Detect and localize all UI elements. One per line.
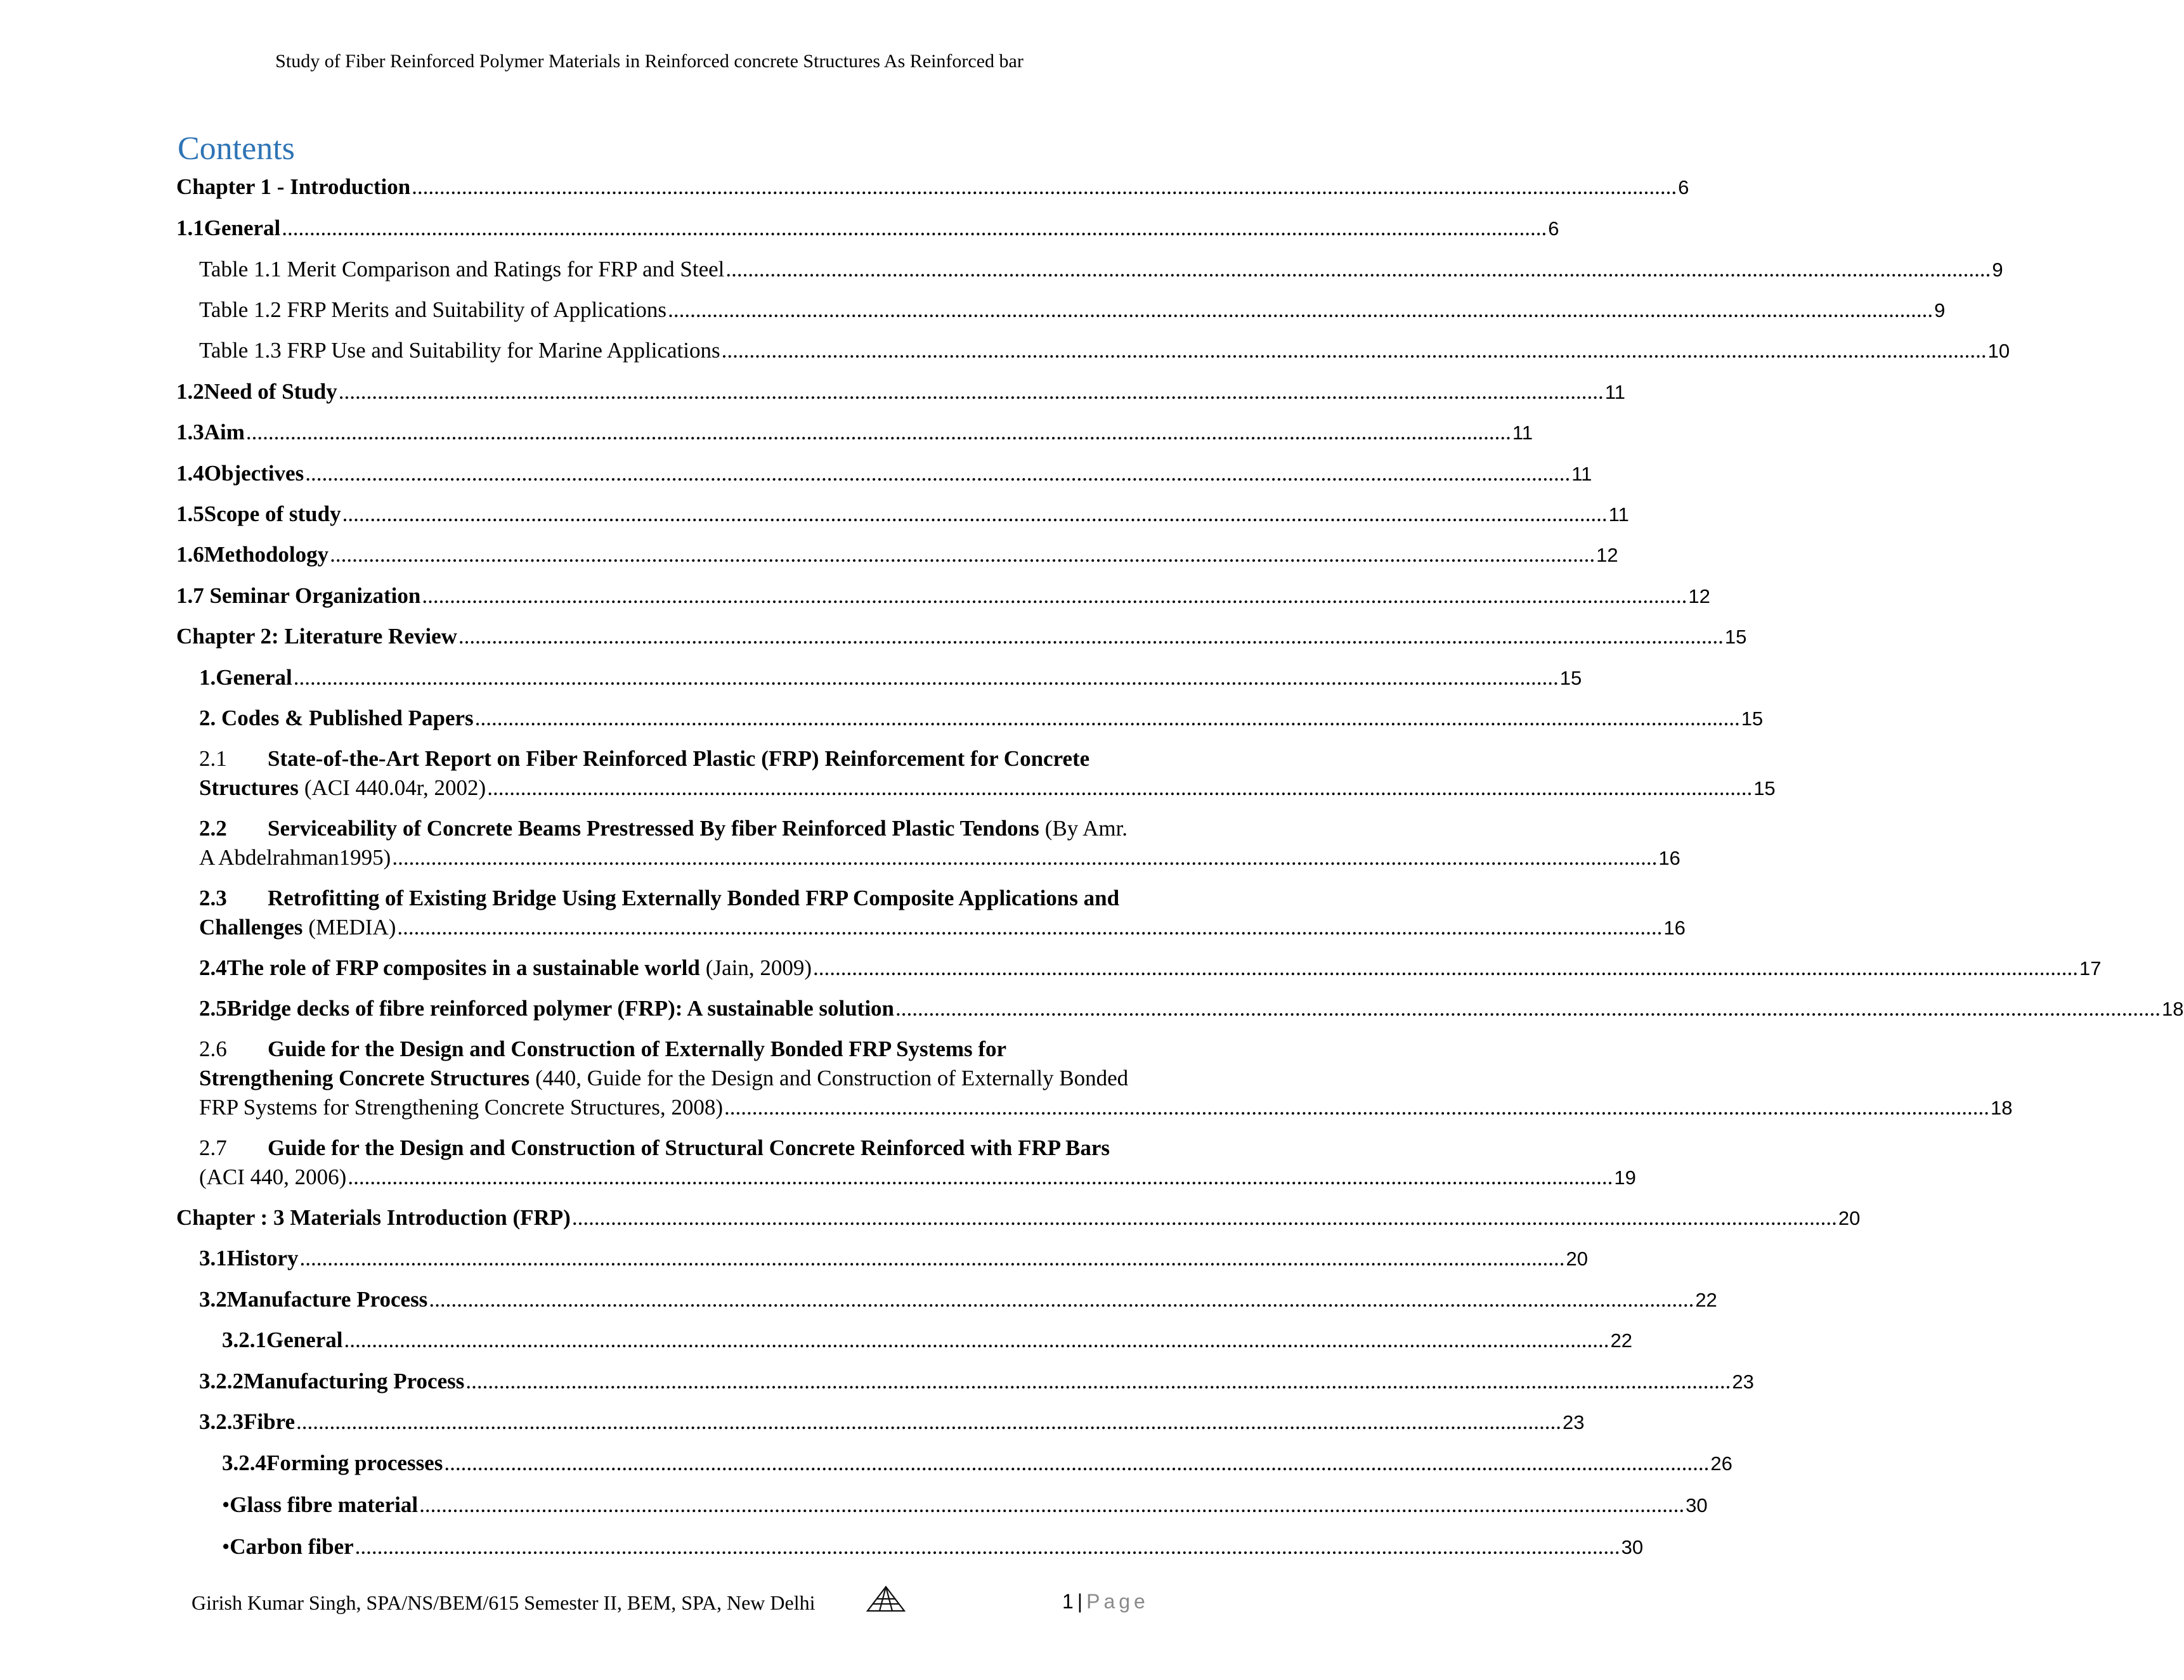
page-separator: | xyxy=(1077,1590,1083,1613)
toc-citation-continued: A Abdelrahman1995) xyxy=(199,845,391,870)
toc-leader: .................................................................................................................................................................................................................................... xyxy=(668,297,1934,322)
toc-title: Methodology xyxy=(204,542,329,567)
toc-page-number: 15 xyxy=(1741,708,1764,730)
toc-number: 1.5 xyxy=(176,501,204,526)
toc-leader: .................................................................................................................................................................................................................................... xyxy=(725,257,1991,281)
toc-title: Chapter 1 - Introduction xyxy=(176,174,411,199)
contents-title: Contents xyxy=(178,131,295,167)
toc-leader: .................................................................................................................................................................................................................................... xyxy=(397,915,1663,940)
toc-page-number: 19 xyxy=(1614,1166,1636,1189)
toc-page-number: 23 xyxy=(1563,1411,1585,1433)
toc-leader: .................................................................................................................................................................................................................................... xyxy=(429,1287,1694,1312)
toc-leader: .................................................................................................................................................................................................................................... xyxy=(338,379,1604,404)
toc-number: 3.2.2 xyxy=(199,1369,244,1393)
toc-number: 2.2 xyxy=(199,816,227,841)
toc-title-continued: Strengthening Concrete Structures xyxy=(199,1066,530,1090)
footer-page-number xyxy=(1062,1590,1149,1613)
logo-icon xyxy=(866,1585,906,1618)
toc-leader: .................................................................................................................................................................................................................................... xyxy=(487,775,1753,800)
toc-citation: (ACI 440.04r, 2002) xyxy=(304,775,486,800)
toc-title: Serviceability of Concrete Beams Prestressed By fiber Reinforced Plastic Tendons xyxy=(268,816,1039,841)
toc-title: Manufacture Process xyxy=(226,1287,428,1312)
toc-leader: .................................................................................................................................................................................................................................... xyxy=(348,1165,1613,1189)
toc-leader: .................................................................................................................................................................................................................................... xyxy=(305,461,1571,486)
toc-page-number: 15 xyxy=(1559,667,1582,689)
toc-number: 2.3 xyxy=(199,886,227,910)
toc-title: Forming processes xyxy=(266,1451,443,1475)
toc-page-number: 15 xyxy=(1724,626,1747,648)
toc-leader: .................................................................................................................................................................................................................................... xyxy=(245,420,1511,444)
toc-title-continued: Challenges xyxy=(199,915,303,940)
toc-title: State-of-the-Art Report on Fiber Reinforced Plastic (FRP) Reinforcement for Concrete xyxy=(268,746,1090,771)
toc-citation: (MEDIA) xyxy=(308,915,396,940)
toc-leader: .................................................................................................................................................................................................................................... xyxy=(296,1409,1562,1434)
toc-number: 1.6 xyxy=(176,542,204,567)
toc-page-number: 11 xyxy=(1608,503,1629,526)
page-number: 1 xyxy=(1062,1590,1074,1613)
toc-leader: .................................................................................................................................................................................................................................... xyxy=(412,174,1677,199)
toc-title: Scope of study xyxy=(204,501,341,526)
toc-title: Guide for the Design and Construction of Structural Concrete Reinforced with FRP Bars xyxy=(268,1135,1110,1160)
toc-leader: .................................................................................................................................................................................................................................... xyxy=(282,216,1547,240)
toc-title: Objectives xyxy=(204,461,304,486)
toc-title: History xyxy=(226,1246,299,1270)
toc-leader: .................................................................................................................................................................................................................................... xyxy=(444,1451,1710,1475)
toc-title: Fibre xyxy=(244,1409,296,1434)
toc-page-number: 20 xyxy=(1838,1207,1861,1229)
toc-page-number: 6 xyxy=(1548,217,1559,240)
toc-page-number: 22 xyxy=(1610,1329,1633,1352)
toc-number: 3.2.3 xyxy=(199,1409,244,1434)
toc-title: The role of FRP composites in a sustainable world xyxy=(226,955,700,980)
toc-title: 1.7 Seminar Organization xyxy=(176,583,421,608)
toc-title: General xyxy=(204,216,281,240)
toc-page-number: 20 xyxy=(1566,1248,1588,1270)
toc-number: 2.6 xyxy=(199,1037,227,1061)
toc-page-number: 26 xyxy=(1710,1452,1732,1475)
toc-page-number: 11 xyxy=(1512,422,1533,444)
toc-page-number: 15 xyxy=(1753,777,1776,799)
toc-leader: .................................................................................................................................................................................................................................... xyxy=(724,1095,1989,1120)
toc-leader: .................................................................................................................................................................................................................................... xyxy=(458,624,1724,649)
toc-number: 1.2 xyxy=(176,379,204,404)
toc-title: Table 1.2 FRP Merits and Suitability of Applications xyxy=(199,297,667,322)
toc-title: Chapter 2: Literature Review xyxy=(176,624,457,649)
toc-title: Chapter : 3 Materials Introduction (FRP) xyxy=(176,1205,571,1230)
toc-page-number: 30 xyxy=(1621,1536,1644,1558)
toc-page-number: 18 xyxy=(2162,998,2184,1020)
toc-title: Carbon fiber xyxy=(230,1534,354,1559)
toc-leader: .................................................................................................................................................................................................................................... xyxy=(330,542,1596,567)
toc-page-number: 9 xyxy=(1934,299,1946,321)
toc-page-number: 11 xyxy=(1571,463,1592,485)
toc-leader: .................................................................................................................................................................................................................................... xyxy=(813,955,2078,980)
toc-citation-continued: FRP Systems for Strengthening Concrete Structures, 2008) xyxy=(199,1095,723,1120)
page-word: Page xyxy=(1086,1590,1149,1613)
toc-leader: .................................................................................................................................................................................................................................... xyxy=(293,665,1559,690)
toc-title: General xyxy=(216,665,292,690)
toc-leader: .................................................................................................................................................................................................................................... xyxy=(344,1328,1609,1352)
toc-number: 3.2.4 xyxy=(222,1451,266,1475)
toc-title: Need of Study xyxy=(204,379,337,404)
toc-page-number: 10 xyxy=(1987,340,2010,362)
toc-title: General xyxy=(266,1328,343,1352)
toc-page-number: 12 xyxy=(1688,585,1710,607)
toc-page-number: 9 xyxy=(1992,259,2003,281)
toc-leader: .................................................................................................................................................................................................................................... xyxy=(342,501,1608,526)
toc-number: 2.4 xyxy=(199,955,227,980)
toc-leader: .................................................................................................................................................................................................................................... xyxy=(392,845,1658,870)
toc-leader: .................................................................................................................................................................................................................................... xyxy=(474,706,1740,730)
toc-page-number: 22 xyxy=(1695,1289,1717,1311)
toc-page-number: 16 xyxy=(1658,847,1680,869)
toc-number: 1.4 xyxy=(176,461,204,486)
toc-citation: (440, Guide for the Design and Construction of Externally Bonded xyxy=(535,1066,1129,1090)
bullet-icon: • xyxy=(222,1534,230,1559)
toc-title-continued: Structures xyxy=(199,775,299,800)
toc-leader: .................................................................................................................................................................................................................................... xyxy=(895,996,2161,1021)
toc-citation: (Jain, 2009) xyxy=(705,955,812,980)
page-header: Study of Fiber Reinforced Polymer Materials in Reinforced concrete Structures As Reinforced bar xyxy=(275,51,1024,72)
toc-title: Table 1.1 Merit Comparison and Ratings for FRP and Steel xyxy=(199,257,725,281)
toc-page-number: 23 xyxy=(1732,1371,1754,1393)
toc-leader: .................................................................................................................................................................................................................................... xyxy=(299,1246,1565,1270)
toc-title: 2. Codes & Published Papers xyxy=(199,706,474,730)
toc-leader: .................................................................................................................................................................................................................................... xyxy=(721,338,1987,363)
toc-citation: (By Amr. xyxy=(1044,816,1128,841)
toc-page-number: 17 xyxy=(2079,957,2102,979)
bullet-icon: • xyxy=(222,1492,230,1517)
toc-number: 3.2 xyxy=(199,1287,227,1312)
toc-citation: (ACI 440, 2006) xyxy=(199,1165,347,1189)
toc-leader: .................................................................................................................................................................................................................................... xyxy=(422,583,1687,608)
toc-leader: .................................................................................................................................................................................................................................... xyxy=(354,1534,1620,1559)
footer-author: Girish Kumar Singh, SPA/NS/BEM/615 Semester II, BEM, SPA, New Delhi xyxy=(192,1591,816,1614)
toc-page-number: 30 xyxy=(1686,1494,1708,1516)
toc-leader: .................................................................................................................................................................................................................................... xyxy=(419,1492,1685,1517)
toc-title: Bridge decks of fibre reinforced polymer (FRP): A sustainable solution xyxy=(226,996,895,1021)
toc-leader: .................................................................................................................................................................................................................................... xyxy=(465,1369,1731,1393)
toc-title: Retrofitting of Existing Bridge Using Externally Bonded FRP Composite Applications and xyxy=(268,886,1120,910)
toc-number: 1.1 xyxy=(176,216,204,240)
toc-title: Aim xyxy=(204,420,245,444)
toc-number: 2.1 xyxy=(199,746,227,771)
toc-leader: .................................................................................................................................................................................................................................... xyxy=(571,1205,1837,1230)
toc-page-number: 16 xyxy=(1663,917,1686,939)
toc-page-number: 11 xyxy=(1604,381,1625,403)
toc-number: 1. xyxy=(199,665,216,690)
toc-number: 2.5 xyxy=(199,996,227,1021)
toc-page-number: 12 xyxy=(1596,544,1618,566)
toc-number: 1.3 xyxy=(176,420,204,444)
toc-title: Table 1.3 FRP Use and Suitability for Marine Applications xyxy=(199,338,720,363)
toc-number: 3.2.1 xyxy=(222,1328,266,1352)
toc-page-number: 18 xyxy=(1991,1097,2013,1119)
toc-number: 3.1 xyxy=(199,1246,227,1270)
toc-title: Guide for the Design and Construction of Externally Bonded FRP Systems for xyxy=(268,1037,1007,1061)
toc-title: Glass fibre material xyxy=(230,1492,419,1517)
toc-number: 2.7 xyxy=(199,1135,227,1160)
page-footer xyxy=(0,1585,1299,1623)
toc-title: Manufacturing Process xyxy=(244,1369,465,1393)
toc-page-number: 6 xyxy=(1678,176,1689,198)
